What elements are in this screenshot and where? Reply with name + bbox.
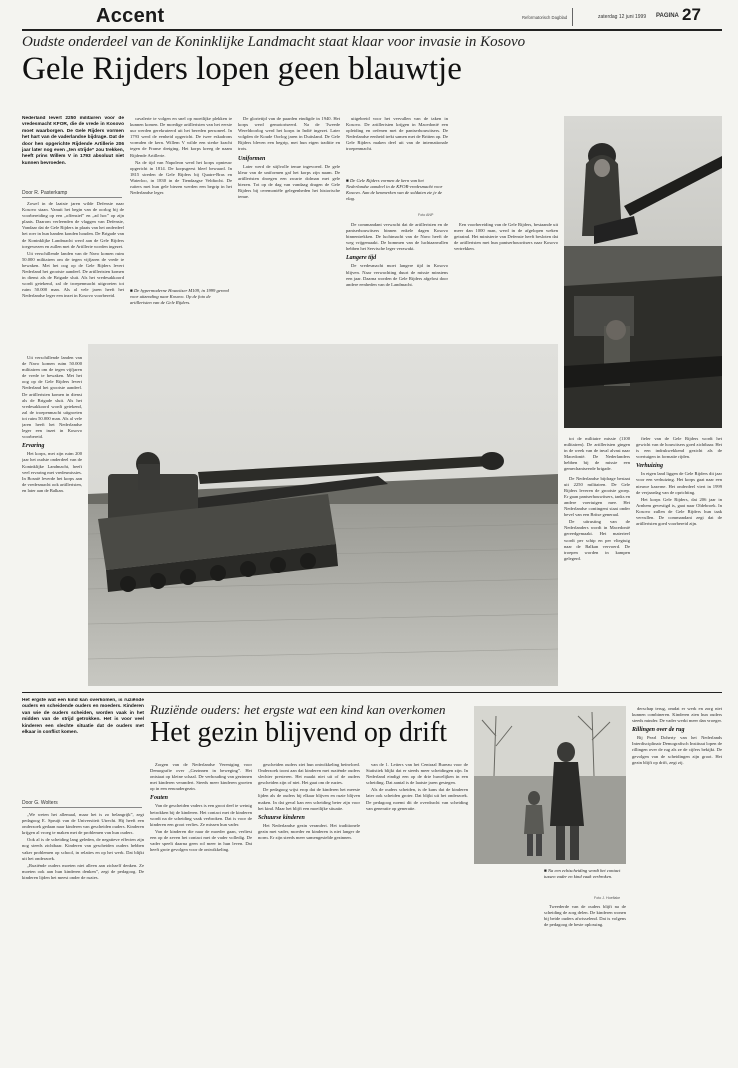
page-number: 27 (682, 5, 701, 24)
article2-column2 (150, 762, 252, 1062)
article2-column4 (366, 762, 468, 1062)
article2-col6-para-b: Bij Pearl Doherty van het Nederlands Interdisciplinair Demografisch Instituut lopen de rillingen over de rug als ze de cijfers bekijkt. De gevolgen van de scheidingen zijn groot. Het gezin blijft op drift, zegt zij. (632, 735, 722, 765)
article2-col1-para: „We weten het allemaal, maar het is zo belangrijk”, zegt pedagoog E. Spruijt van de Universiteit Utrecht. Hij heeft een onderzoek gedaan naar kinderen van gescheiden ouders. Kinderen krijgen al vroeg te maken met de problemen van hun ouders. (22, 812, 144, 836)
byline-rule-2 (22, 807, 142, 808)
newspaper-name: Reformatorisch Dagblad (522, 15, 568, 20)
section-title: Accent (96, 5, 165, 27)
article2-column1 (22, 812, 144, 1062)
tank-field-photo (88, 344, 558, 686)
caption-bullet-icon: ■ (544, 868, 548, 873)
article1-column7 (636, 436, 722, 686)
article2-subhead-rillingen: Rillingen over de rug (632, 727, 685, 734)
article2-col1-para-b: Ook al is de scheiding lang geleden, de negatieve effecten zijn nog steeds zichtbaar. Kinderen van gescheiden ouders hebben vaker problemen op school, in relaties en op het werk. Dat blijkt uit het onderzoek. (22, 837, 144, 861)
article1-column4-lower (346, 222, 448, 338)
father-child-photo (474, 706, 626, 864)
father-child-illustration (474, 706, 626, 864)
article2-col2-para-b: Van de gescheiden vaders is een groot deel te weinig betrokken bij de kinderen. Het contact met de kinderen wordt na de scheiding vaak verbroken. Dat is voor de kinderen een groot verlies. Ze missen hun vader. (150, 803, 252, 827)
article1-subhead-verhuizing: Verhuizing (636, 463, 664, 470)
article2-col2-para-c: Van de kinderen die naar de moeder gaan, verliest een op de zeven het contact met de vader volledig. De vader speelt daarna geen rol meer in hun leven. Dat heeft grote gevolgen voor de ontwikkeling. (150, 828, 252, 853)
article1-column1-lower (22, 355, 82, 597)
caption-bullet-icon: ■ (346, 178, 350, 183)
article1-col3-para: De glorietijd van de paarden eindigde in 1940. Het korps werd gemotoriseerd. Na de Tweede Wereldoorlog werd het korps in Indië ingezet. Later volgden de Koude Oorlog jaren in Duitsland. De Gele Rijders bleven een begrip, met hun eigen traditie en trots. (238, 116, 340, 152)
article2-subhead-fouten: Fouten (150, 795, 169, 802)
article2-col3-para-b: De pedagoog wijst erop dat de kinderen het meeste lijden als de ouders bij elkaar blijven en ruzie blijven maken. In dat geval kan een scheiding beter zijn voor het kind. Maar het blijft een moeilijke situatie. (258, 787, 360, 811)
article1-col1-para: Zowel in de laatste jaren wilde Defensie naar Kosovo staan. Vanuit het begin van de oorlog bij de voorbereiding op een „offensief” en „ad hoc” op zijn plaats. Daarom verleenden de vlaggen van Defensie, Vandaar dat de Gele Rijders in plaats van het onderdeel het roer in hun handen konden houden. De Brigade van de Koninklijke Landmacht werd aan de Gele Rijders toegewezen en zullen met de Artillerie worden ingezet. (22, 201, 124, 249)
article1-col2-para-b: Na de tijd van Napoleon werd het korps opnieuw opgericht in 1814. De korpsgeest bleef bewaard. In 1815 streden de Gele Rijders bij Quatre-Bras en Waterloo, in 1830 in de Tiendaagse Veldtocht. De ruiters met hun gele biezen werden een begrip in het Nederlandse leger. (130, 159, 232, 196)
caption-bullet-icon: ■ (130, 288, 134, 293)
article1-col4-para: uitgebreid voor het vervullen van de taken in Kosovo. De artilleristen krijgen in Macedonië een opleiding en oefenen met de pantserhouwitsers. De Nederlandse eenheid trekt samen met de Britten op. De Gele Rijders maken deel uit van de internationale troepenmacht. (346, 116, 448, 152)
issue-date: zaterdag 12 juni 1999 (598, 14, 647, 20)
article1-col4-para-c: De vredesmacht moet langere tijd in Kosovo blijven. Naar verwachting duurt de missie minstens een jaar. Daarna worden de Gele Rijders afgelost door andere eenheden van de Landmacht. (346, 263, 448, 287)
article1-col6-para-c: De uitrusting van de Nederlanders wordt in Macedonië gereedgemaakt. Het materieel wordt per schip en per vliegtuig naar de Balkan vervoerd. De troepen worden in kampen gelegerd. (564, 519, 630, 561)
article2-column3 (258, 762, 360, 1062)
byline-rule (22, 197, 122, 198)
article1-col1-para-b2: Uit verschillende landen van de Navo komen ruim 50.000 militairen om de tegen vijfjaren de vrede te bewaken. Met het oog op de Gele Rijders levert Nederland het grootste aandeel. De artilleristen komen in dienst als de Brigade sluit. Als het vredesakkoord wordt getekend, zal de troepenmacht uitgroeien tot ruim 50.000 man. Als al vele jaren heeft het Nederlandse leger een inzet in Kosovo voorbereid. (22, 355, 82, 440)
article2-column5-lower (544, 904, 626, 1062)
soldier-tank-illustration (564, 116, 722, 428)
article2-col6-para: derschap terug, omdat er werk en zorg niet kunnen combineren. Kinderen zien hun ouders steeds minder. De vader werkt meer dan vroeger. (632, 706, 722, 724)
article-divider (22, 692, 722, 693)
article1-col5-para: Een voorbereiding van de Gele Rijders, bestaande uit meer dan 1000 man, werd in de afgelopen weken getraind. Het ministerie van Defensie heeft besloten dat de artilleristen met hun pantserhouwitsers naar Kosovo vertrekken. (454, 222, 558, 252)
caption1-text: De hypermoderne Houwitser M109, in 1999 gereed voor uitzending naar Kosovo. Op de foto de artilleristen van de Gele Rijders. (130, 288, 229, 305)
article1-column4 (346, 116, 448, 176)
article1-kicker: Oudste onderdeel van de Koninklijke Landmacht staat klaar voor invasie in Kosovo (22, 34, 526, 50)
article2-subhead-schuurse-kinderen: Schuurse kinderen (258, 814, 305, 821)
masthead-separator (572, 8, 573, 26)
caption3-text: Na een echtscheiding wordt het contact tussen vader en kind vaak verbroken. (544, 868, 621, 879)
article2-byline: Door G. Wolters (22, 800, 58, 806)
article1-column5 (454, 222, 558, 338)
article2-col5-lower-para: Tweederde van de ouders blijft na de scheiding de zorg delen. De kinderen wonen bij beide ouders afwisselend. Dat is volgens de pedagoog de beste oplossing. (544, 904, 626, 928)
article2-col4-para: van de 1. Letters van het Centraal Bureau voor de Statistiek blijkt dat er steeds meer scheidingen zijn. In Nederland eindigt een op de drie huwelijken in een scheiding. Dat aantal is de laatste jaren gestegen. (366, 762, 468, 786)
masthead-divider (22, 29, 722, 31)
article1-col4-para-b: De commandant verwacht dat de artilleristen en de pantserhouwitsers binnen enkele dagen Kosovo binnentrekken. De luchtmacht van de Navo heeft de weg vrijgemaakt. De bommen van de luchtaanvallen hebben het Servische leger verzwakt. (346, 222, 448, 252)
caption2-text: De Gele Rijders vormen de kern van het Nederlandse aandeel in de KFOR-vredesmacht voor Kosovo. Aan de kenmerken van de soldaten zie je de vlag. (346, 178, 443, 201)
photo2-credit: Foto ANP (418, 213, 434, 217)
article1-subhead-ervaring: Ervaring (22, 443, 45, 450)
article1-col3-para-b: Later werd de stijlvolle tenue ingevoerd. De gele kleur van de uniformen gaf het korps zijn naam. De artilleristen droegen een zwarte dolman met gele biezen. Tot op de dag van vandaag dragen de Gele Rijders bij ceremoniële gelegenheden het historische tenue. (238, 163, 340, 200)
article2-col3-para-c: Het Nederlandse gezin verandert. Het traditionele gezin met vader, moeder en kinderen is niet langer de norm. Er zijn steeds meer samengestelde gezinnen. (258, 822, 360, 840)
article1-subhead-uniformen: Uniformen (238, 155, 266, 162)
article1-col7-para-b: In eigen land liggen de Gele Rijders dit jaar voor een verhuizing. Het korps gaat naar een nieuwe kazerne. Het onderdeel viert in 1999 de verjaardag van de oprichting. (636, 471, 722, 495)
article1-col6-para: tot de militaire missie (1100 militairen). De artilleristen gingen in de week van de inval alvast naar Macedonië. De Nederlanders hebben bij de missie een gemechaniseerde brigade. (564, 436, 630, 472)
article1-col7-para: fieler van de Gele Rijders wordt het gewicht van de houwitsers goed zichtbaar. Het is een indrukwekkend gezicht als de voertuigen in formatie rijden. (636, 436, 722, 460)
article2-kicker: Ruziënde ouders: het ergste wat een kind kan overkomen (150, 702, 446, 717)
photo3-credit: Foto J. Hoeflake (594, 896, 621, 900)
article2-col3-para: gescheiden ouders ziet hun ontwikkeling beïnvloed. Onderzoek toont aan dat kinderen met ruziënde ouders slechter presteren. Het maakt niet uit of de ouders gescheiden zijn of niet. Het gaat om de ruzies. (258, 762, 360, 786)
article1-column2 (130, 116, 232, 271)
article1-subhead-langere-tijd: Langere tijd (346, 255, 377, 262)
masthead (96, 6, 722, 28)
article1-intro: Nederland levert 2250 militairen voor de vredesmacht KFOR, die de vrede in Kosovo moet waarborgen. De Gele Rijders vormen het hart van de vaderlandse bijdrage. Dat de door hen opgerichte Rijdende Artillerie 206 jaar later nog even „ten strijde” zou trekken, heeft prins Willem V in 1793 absoluut niet kunnen bevroeden. (22, 116, 124, 166)
article1-col2-para: cavalerie te volgen en snel op moeilijke plekken te kunnen komen. De moedige artilleristen van het eerste uur werden gerekruteerd uit het bereden personeel. In 1793 werd de eenheid opgericht. De twee eskadrons vormden de kern. Willem V wilde een sterke kracht tegen de Franse dreiging. Het korps kreeg de naam Rijdende Artillerie. (130, 116, 232, 158)
article2-column6 (632, 706, 722, 1062)
article1-col7-para-c: Het korps Gele Rijders, dat 206 jaar in Arnhem gevestigd is, gaat naar Oldebroek. In Kosovo zullen de Gele Rijders hun taak vervullen. De commandant zegt dat de artilleristen goed voorbereid zijn. (636, 496, 722, 527)
article2-col4-para-b: Als de ouders scheiden, is de kans dat de kinderen later ook scheiden groter. Dat blijkt uit het onderzoek. De pedagoog noemt dit de overdracht van scheiding van generatie op generatie. (366, 787, 468, 811)
article1-headline: Gele Rijders lopen geen blauwtje (22, 51, 462, 87)
article1-column3 (238, 116, 340, 338)
article2-col2-para: Zorgen van de Nederlandse Vereniging voor Demografie over „Gezinnen in beweging”. Het ontstaat op kleine schaal. De verhouding van gezinnen met kinderen verandert. Steeds meer kinderen groeien op in een eenoudergezin. (150, 762, 252, 792)
article1-col1-para-c: Het korps, met zijn ruim 200 jaar het oudste onderdeel van de Koninklijke Landmacht, heeft veel ervaring met vredesmissies. In Bosnië leverde het korps aan de vredesmacht ook artilleristen, en later aan de Balkan. (22, 451, 82, 493)
article2-headline: Het gezin blijvend op drift (150, 717, 448, 748)
article1-byline: Door R. Pasterkamp (22, 190, 68, 196)
soldier-tank-photo (564, 116, 722, 428)
tank-field-illustration (88, 344, 558, 686)
article1-col1-para-b: Uit verschillende landen van de Navo komen ruim 50.000 militairen om de tegen vijfjaren de vrede te bewaken. Met het oog op de Gele Rijders levert Nederland het grootste aandeel. De artilleristen komen in dienst als de Brigade sluit. Als het vredesakkoord wordt getekend, zal de troepenmacht uitgroeien tot ruim 50.000 man. Als al vele jaren heeft het Nederlandse leger een inzet in Kosovo voorbereid. (22, 250, 124, 299)
article2-intro: Het ergste wat een kind kan overkomen, is ruziënde ouders en scheidende ouders en moeders. Kinderen van wie de ouders scheiden, worden vaak in het midden van de strijd getrokken. Het is voor veel kinderen een slechte situatie dat de ouders met elkaar in conflict komen. (22, 698, 144, 736)
article2-col1-para-c: „Ruziënde ouders moeten niet alleen aan zichzelf denken. Ze moeten ook aan hun kinderen denken”, zegt de pedagoog. De kinderen lijden het meest onder de ruzies. (22, 862, 144, 880)
photo1-caption (130, 288, 232, 336)
photo3-caption (544, 868, 626, 898)
article1-column6 (564, 436, 630, 686)
pagina-label: PAGINA (656, 13, 679, 19)
article1-col6-para-b: De Nederlandse bijdrage bestaat uit 2250 militairen. De Gele Rijders leveren de grootste groep. Er gaan pantserhouwitsers, tanks en andere voertuigen mee. Het Nederlandse contingent staat onder bevel van een Britse generaal. (564, 475, 630, 518)
article1-column1 (22, 201, 124, 351)
